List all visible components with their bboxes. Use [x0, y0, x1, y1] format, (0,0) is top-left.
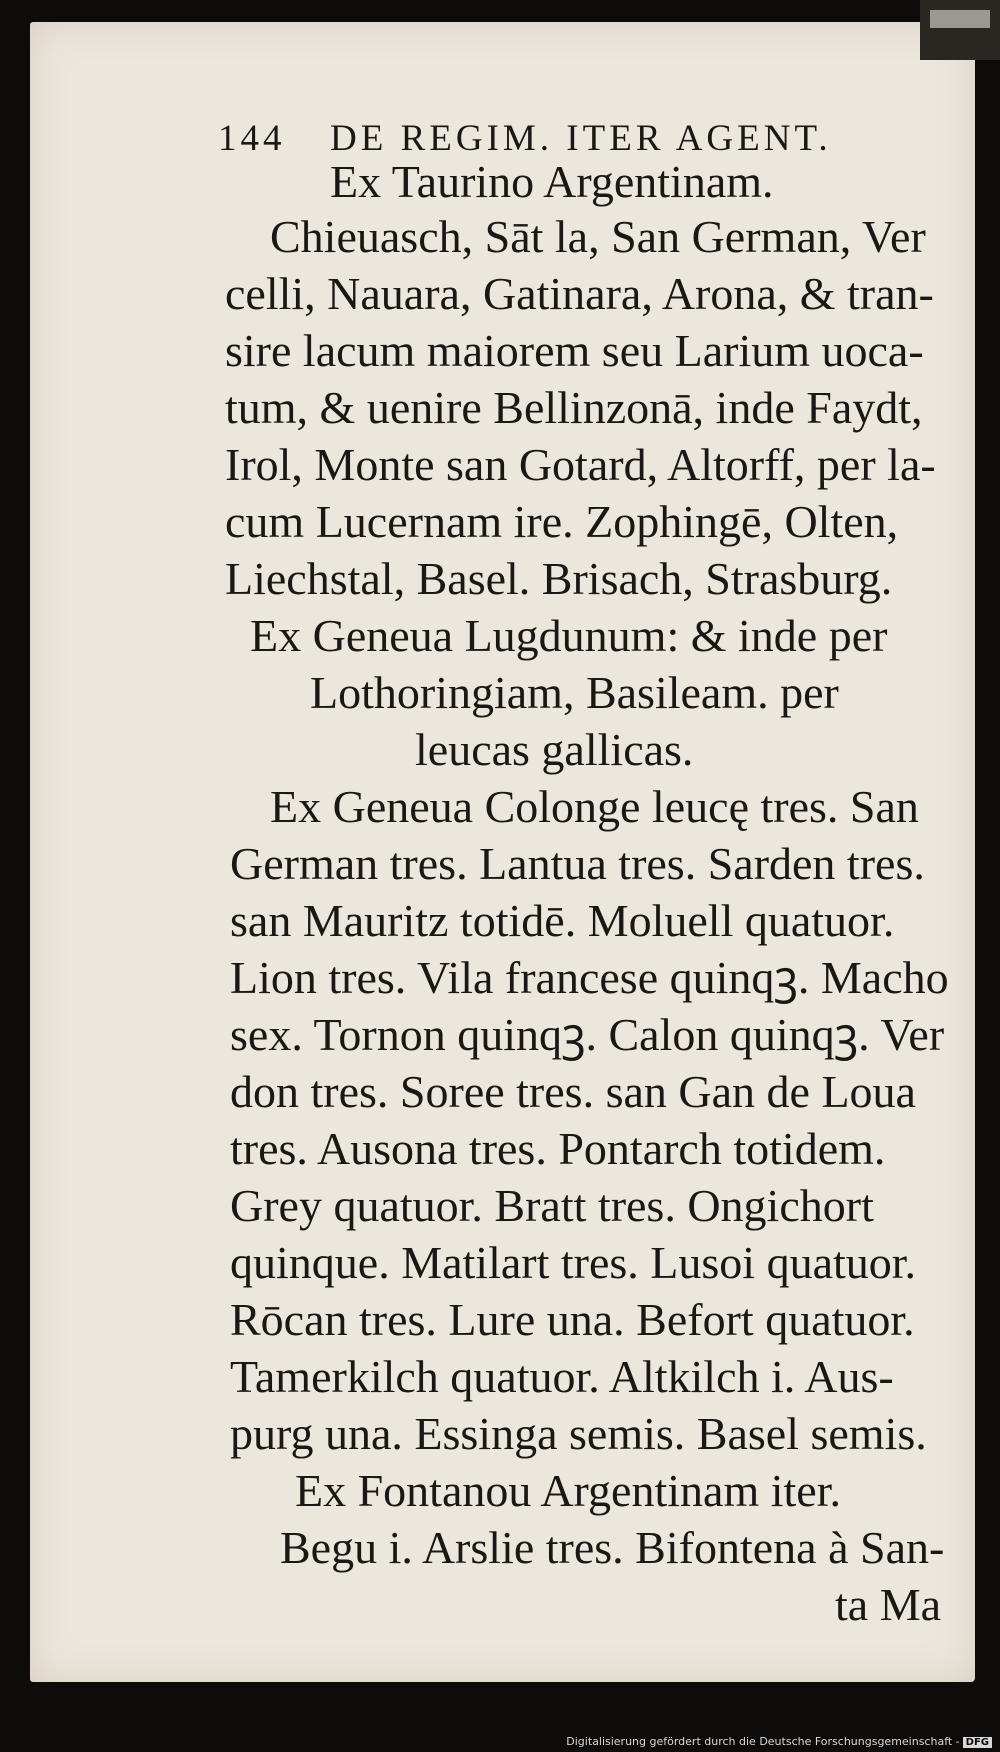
text-line: quinque. Matilart tres. Lusoi quatuor.: [230, 1237, 917, 1288]
credit-text: Digitalisierung gefördert durch die Deutsche Forschungsgemeinschaft -: [566, 1735, 960, 1748]
text-line: Lion tres. Vila francese quinqꝫ. Macho: [230, 952, 949, 1003]
section-heading: Lothoringiam, Basileam. per: [310, 667, 839, 718]
text-line: German tres. Lantua tres. Sarden tres.: [230, 838, 925, 889]
text-line: celli, Nauara, Gatinara, Arona, & tran-: [225, 268, 934, 319]
text-line: Rōcan tres. Lure una. Befort quatuor.: [230, 1294, 915, 1345]
adjacent-page-edge: [920, 0, 1000, 60]
text-line: sex. Tornon quinqꝫ. Calon quinqꝫ. Ver: [230, 1009, 945, 1060]
text-line: Grey quatuor. Bratt tres. Ongichort: [230, 1180, 874, 1231]
text-line: sire lacum maiorem seu Larium uoca-: [225, 325, 924, 376]
text-line: don tres. Soree tres. san Gan de Loua: [230, 1066, 916, 1117]
section-heading: Ex Fontanou Argentinam iter.: [295, 1465, 841, 1516]
text-line: tres. Ausona tres. Pontarch totidem.: [230, 1123, 886, 1174]
dfg-logo: DFG: [963, 1737, 992, 1748]
text-line: cum Lucernam ire. Zophingē, Olten,: [225, 496, 899, 547]
text-line: Irol, Monte san Gotard, Altorff, per la-: [225, 439, 936, 490]
text-line: Tamerkilch quatuor. Altkilch i. Aus-: [230, 1351, 894, 1402]
page-text: [30, 22, 975, 1682]
page-number: 144: [218, 118, 286, 159]
text-line: Begu i. Arslie tres. Bifontena à San-: [280, 1522, 945, 1573]
section-heading: leucas gallicas.: [415, 724, 694, 775]
running-title: DE REGIM. ITER AGENT.: [330, 118, 832, 159]
text-line: tum, & uenire Bellinzonā, inde Faydt,: [225, 382, 923, 433]
book-page: [30, 22, 975, 1682]
text-line: Ex Geneua Colonge leucę tres. San: [270, 781, 919, 832]
text-line: purg una. Essinga semis. Basel semis.: [230, 1408, 927, 1459]
text-line: san Mauritz totidē. Moluell quatuor.: [230, 895, 895, 946]
section-heading: Ex Taurino Argentinam.: [330, 156, 774, 207]
text-line: Liechstal, Basel. Brisach, Strasburg.: [225, 553, 893, 604]
digitization-credit: [566, 1735, 992, 1748]
text-line: Chieuasch, Sāt la, San German, Ver: [270, 211, 926, 262]
section-heading: Ex Geneua Lugdunum: & inde per: [250, 610, 888, 661]
catchword: ta Ma: [835, 1579, 942, 1630]
